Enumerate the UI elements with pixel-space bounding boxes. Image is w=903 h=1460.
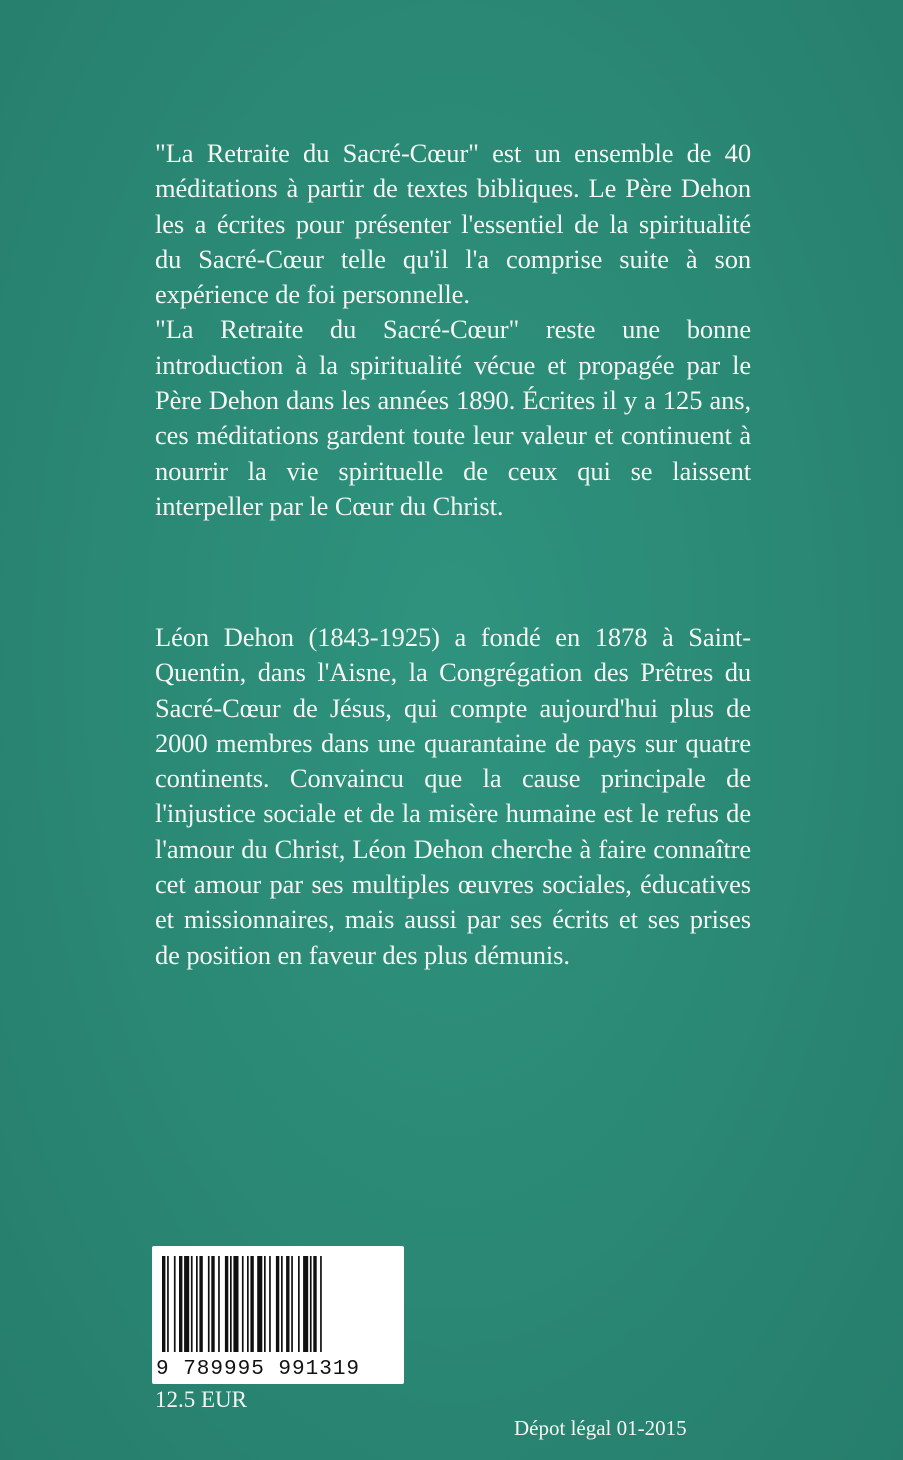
barcode-bar	[174, 1256, 176, 1352]
barcode-bar	[225, 1256, 228, 1352]
barcode-bar	[196, 1256, 198, 1352]
barcode-bar	[242, 1256, 244, 1352]
barcode-bar	[264, 1256, 266, 1352]
barcode-bar	[199, 1256, 202, 1352]
barcode-bar	[303, 1256, 308, 1352]
barcode-number: 9 789995 991319	[156, 1358, 361, 1381]
barcode-bar	[184, 1256, 189, 1352]
barcode-bar	[247, 1256, 249, 1352]
description-section	[155, 136, 751, 524]
barcode-bar	[211, 1256, 214, 1352]
barcode-bar	[233, 1256, 238, 1352]
barcode-bar	[286, 1256, 289, 1352]
barcode-bar	[179, 1256, 182, 1352]
barcode-bar	[276, 1256, 279, 1352]
barcode-bar	[162, 1256, 165, 1352]
author-bio-section	[155, 620, 751, 973]
description-paragraph-2: "La Retraite du Sacré-Cœur" reste une bonne introduction à la spiritualité vécue et propagée par le Père Dehon dans les années 1890. Écrites il y a 125 ans, ces méditations gardent toute leur valeur et continuent à nourrir la vie spirituelle de ceux qui se laissent interpeller par le Cœur du Christ.	[155, 314, 751, 521]
legal-deposit-label: Dépot légal 01-2015	[514, 1416, 687, 1440]
price-label: 12.5 EUR	[155, 1387, 247, 1412]
barcode-bar	[269, 1256, 271, 1352]
description-paragraph-1: "La Retraite du Sacré-Cœur" est un ensemble de 40 méditations à partir de textes bibliques. Le Père Dehon les a écrites pour présenter l'essentiel de la spiritualité du Sacré-Cœur telle qu'il l'a comprise suite à son expérience de foi personnelle.	[155, 138, 751, 310]
barcode-bars	[160, 1256, 396, 1352]
isbn-barcode	[152, 1246, 404, 1384]
barcode-bar	[230, 1256, 232, 1352]
barcode-bar	[191, 1256, 193, 1352]
barcode-bar	[298, 1256, 300, 1352]
barcode-bar	[257, 1256, 262, 1352]
barcode-bar	[281, 1256, 283, 1352]
barcode-bar	[310, 1256, 312, 1352]
barcode-bar	[250, 1256, 253, 1352]
barcode-bar	[320, 1256, 322, 1352]
author-bio-paragraph: Léon Dehon (1843-1925) a fondé en 1878 à Saint-Quentin, dans l'Aisne, la Congrégation des Prêtres du Sacré-Cœur de Jésus, qui compte aujourd'hui plus de 2000 membres dans une quarantaine de pays sur quatre continents. Convaincu que la cause principale de l'injustice sociale et de la misère humaine est le refus de l'amour du Christ, Léon Dehon cherche à faire connaître cet amour par ses multiples œuvres sociales, éducatives et missionnaires, mais aussi par ses écrits et ses prises de position en faveur des plus démunis.	[155, 622, 751, 970]
barcode-bar	[167, 1256, 169, 1352]
barcode-bar	[291, 1256, 293, 1352]
barcode-bar	[218, 1256, 220, 1352]
barcode-bar	[313, 1256, 316, 1352]
barcode-bar	[208, 1256, 210, 1352]
